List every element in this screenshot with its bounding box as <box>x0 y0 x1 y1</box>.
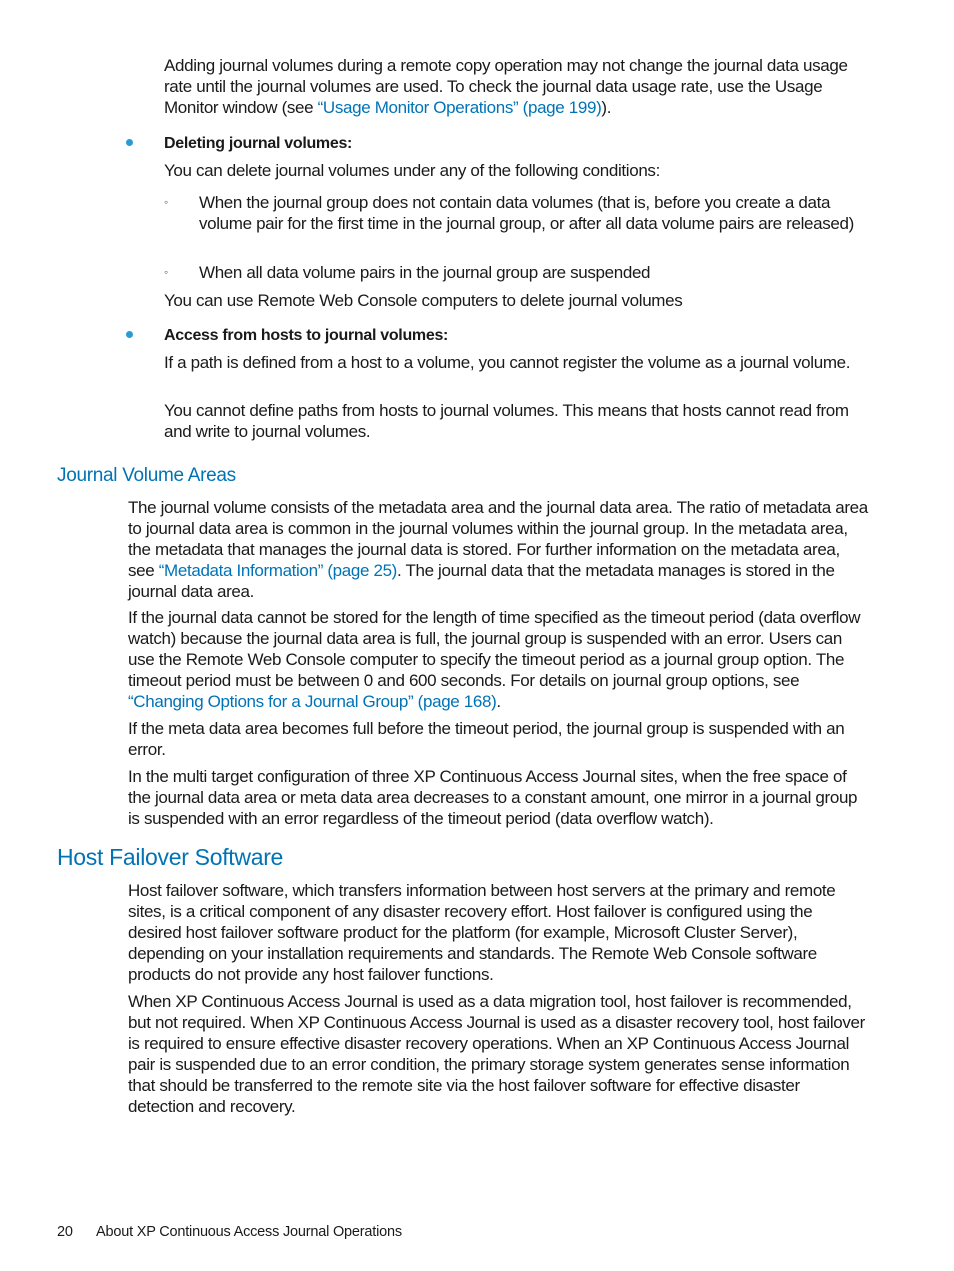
bullet-icon <box>126 331 133 338</box>
journal-para-3: If the meta data area becomes full before the timeout period, the journal group is suspended with an error. <box>128 719 845 759</box>
delete-conditions-intro: You can delete journal volumes under any of the following conditions: <box>164 161 660 180</box>
intro-text: Adding journal volumes during a remote copy operation may not change the journal data usage rate until the journal volumes are used. To check the journal data usage rate, use the Usage Monitor window (see <box>164 56 848 117</box>
journal-para-1 <box>128 497 869 602</box>
intro-paragraph <box>164 55 869 118</box>
metadata-information-link[interactable]: “Metadata Information” (page 25) <box>158 561 397 580</box>
access-para-1: If a path is defined from a host to a volume, you cannot register the volume as a journal volume. <box>164 353 851 372</box>
journal-para-2-text: If the journal data cannot be stored for the length of time specified as the timeout period (data overflow watch) because the journal data area is full, the journal group is suspended with an error. Users can use the Remote Web Console computer to specify the timeout period as a journal group option. The timeout period must be between 0 and 600 seconds. For details on journal group options, see <box>128 608 861 690</box>
footer-title: About XP Continuous Access Journal Operations <box>96 1224 402 1240</box>
journal-volume-areas-heading: Journal Volume Areas <box>57 465 236 486</box>
failover-para-1: Host failover software, which transfers information between host servers at the primary and remote sites, is a critical component of any disaster recovery effort. Host failover is configured using the desired host failover software product for the platform (for example, Microsoft Cluster Server), depending on your installation requirements and standards. The Remote Web Console software products do not provide any host failover functions. <box>128 881 836 984</box>
circle-bullet-icon: ◦ <box>164 265 168 279</box>
failover-para-2: When XP Continuous Access Journal is used as a data migration tool, host failover is recommended, but not required. When XP Continuous Access Journal is used as a disaster recovery tool, host failover is required to ensure effective disaster recovery operations. When an XP Continuous Access Journal pair is suspended due to an error condition, the primary storage system generates sense information that should be transferred to the remote site via the host failover software for effective disaster detection and recovery. <box>128 992 865 1116</box>
journal-para-2 <box>128 607 869 712</box>
journal-para-1-text: The journal volume consists of the metadata area and the journal data area. The ratio of metadata area to journal data area is common in the journal volumes within the journal group. In the metadata area, the metadata that manages the journal data is stored. For further information on the metadata area, see <box>128 498 868 580</box>
changing-options-link[interactable]: “Changing Options for a Journal Group” (page 168) <box>128 692 497 711</box>
page-footer <box>57 1222 402 1242</box>
page-number: 20 <box>57 1224 73 1240</box>
bullet-heading: Deleting journal volumes: <box>164 135 353 152</box>
sub-list-item-text: When all data volume pairs in the journal group are suspended <box>199 263 651 282</box>
circle-bullet-icon: ◦ <box>164 195 168 209</box>
intro-text-end: ). <box>601 98 612 117</box>
access-para-2: You cannot define paths from hosts to journal volumes. This means that hosts cannot read from and write to journal volumes. <box>164 401 849 441</box>
delete-console-note: You can use Remote Web Console computers to delete journal volumes <box>164 291 683 310</box>
sub-list-item-text: When the journal group does not contain data volumes (that is, before you create a data volume pair for the first time in the journal group, or after all data volume pairs are released) <box>199 193 854 233</box>
journal-para-4: In the multi target configuration of three XP Continuous Access Journal sites, when the free space of the journal data area or meta data area decreases to a constant amount, one mirror in a journal group is suspended with an error regardless of the timeout period (data overflow watch). <box>128 767 858 828</box>
bullet-heading: Access from hosts to journal volumes: <box>164 327 449 344</box>
host-failover-heading: Host Failover Software <box>57 844 284 870</box>
bullet-icon <box>126 139 133 146</box>
journal-para-2-text-end: . <box>496 692 501 711</box>
journal-para-1-text-end: . The journal data that the metadata manages is stored in the journal data area. <box>128 561 835 601</box>
usage-monitor-link[interactable]: “Usage Monitor Operations” (page 199) <box>317 98 602 117</box>
